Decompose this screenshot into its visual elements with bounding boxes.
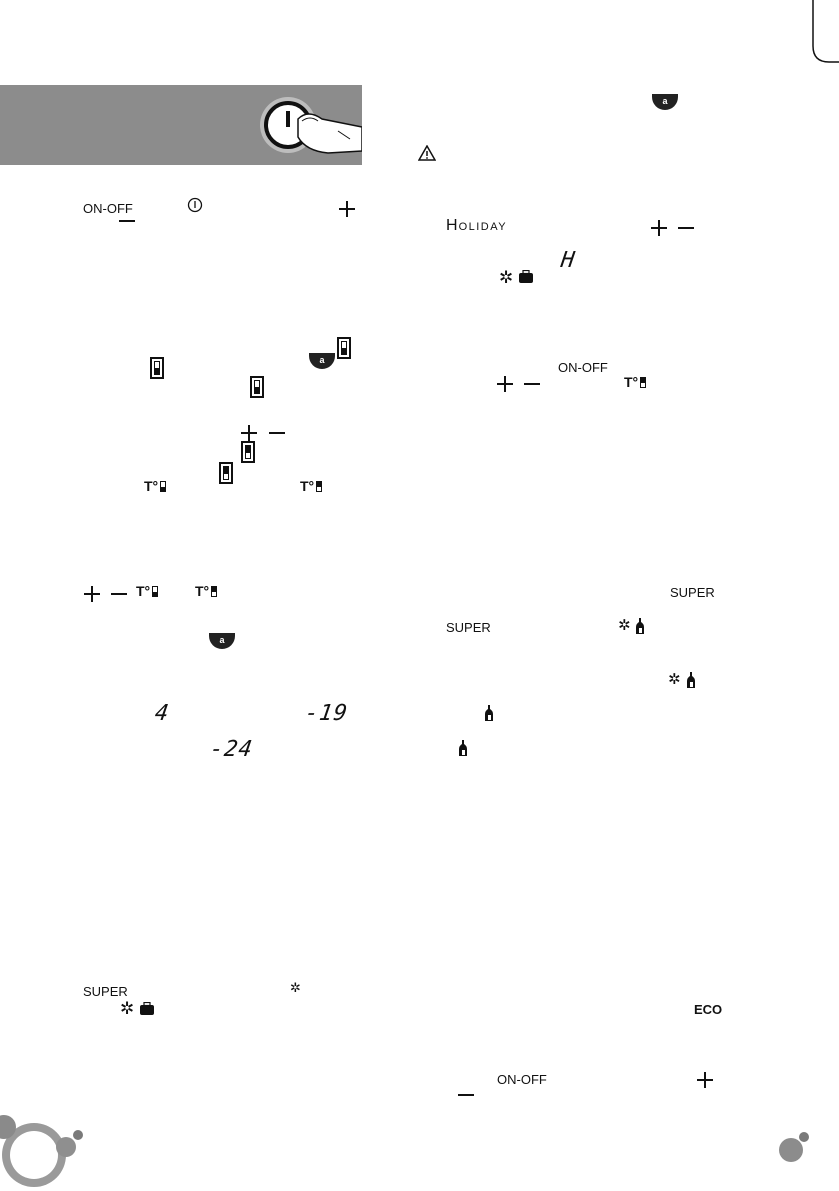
on-off-label: ON-OFF [83,201,133,216]
fridge-icon [337,337,351,359]
fridge-temp-display: 4 [153,701,172,726]
super-label: SUPER [670,585,715,600]
plus-icon [496,375,514,393]
a-button-icon [652,94,678,110]
t-deg-label: T° [300,478,315,494]
fridge-icon [241,441,255,463]
plus-icon [83,585,101,603]
plus-icon [650,219,668,237]
super-label: SUPER [446,620,491,635]
t-deg-label: T° [195,583,210,599]
super-label: SUPER [83,984,128,999]
t-deg-label: T° [144,478,159,494]
minus-icon [268,430,286,436]
a-button-label: a [662,96,668,106]
t-deg-label: T° [624,374,639,390]
fridge-temp-icon [136,583,158,599]
freezer-temp-icon [624,374,646,390]
minus-icon [118,218,136,224]
section-banner [0,85,362,165]
plus-icon [696,1071,714,1089]
fridge-icon [219,462,233,484]
a-button-label: a [219,635,225,645]
on-off-label: ON-OFF [497,1072,547,1087]
decor-circles-left [0,1105,90,1191]
snowflake-icon: ✲ [668,670,681,688]
minus-icon [457,1092,475,1098]
minus-icon [110,591,128,597]
holiday-label [446,217,507,235]
suitcase-icon [139,1002,155,1016]
fridge-icon [150,357,164,379]
eco-label: ECO [694,1002,723,1017]
holiday-first-letter: H [446,217,459,234]
a-button-label: a [319,355,325,365]
cut-line-decoration [809,0,839,70]
snowflake-icon: ✲ [618,616,631,634]
decor-circles-right [774,1128,814,1168]
bottle-icon [458,739,468,757]
plus-icon [240,424,258,442]
power-finger-illustration [258,91,362,159]
plus-icon [338,200,356,218]
bottle-icon [484,704,494,722]
suitcase-icon [518,270,534,284]
minus-icon [523,381,541,387]
freezer-temp-icon [300,478,322,494]
holiday-display: H [559,248,578,273]
on-off-label: ON-OFF [558,360,608,375]
a-button-icon [209,633,235,649]
snowflake-icon: ✲ [290,981,301,996]
freezer-temp-display: -19 [303,701,350,726]
freezer-temp-icon [195,583,217,599]
bottle-icon [635,617,645,635]
a-button-icon [309,353,335,369]
holiday-rest: OLIDAY [458,221,508,233]
power-icon [187,197,203,213]
warning-icon [418,145,436,161]
fridge-temp-icon [144,478,166,494]
fridge-icon [250,376,264,398]
t-deg-label: T° [136,583,151,599]
bottle-icon [686,671,696,689]
snowflake-icon: ✲ [120,999,135,1019]
minus-icon [677,225,695,231]
freezer-min-display: -24 [208,737,255,762]
snowflake-icon: ✲ [499,268,514,288]
